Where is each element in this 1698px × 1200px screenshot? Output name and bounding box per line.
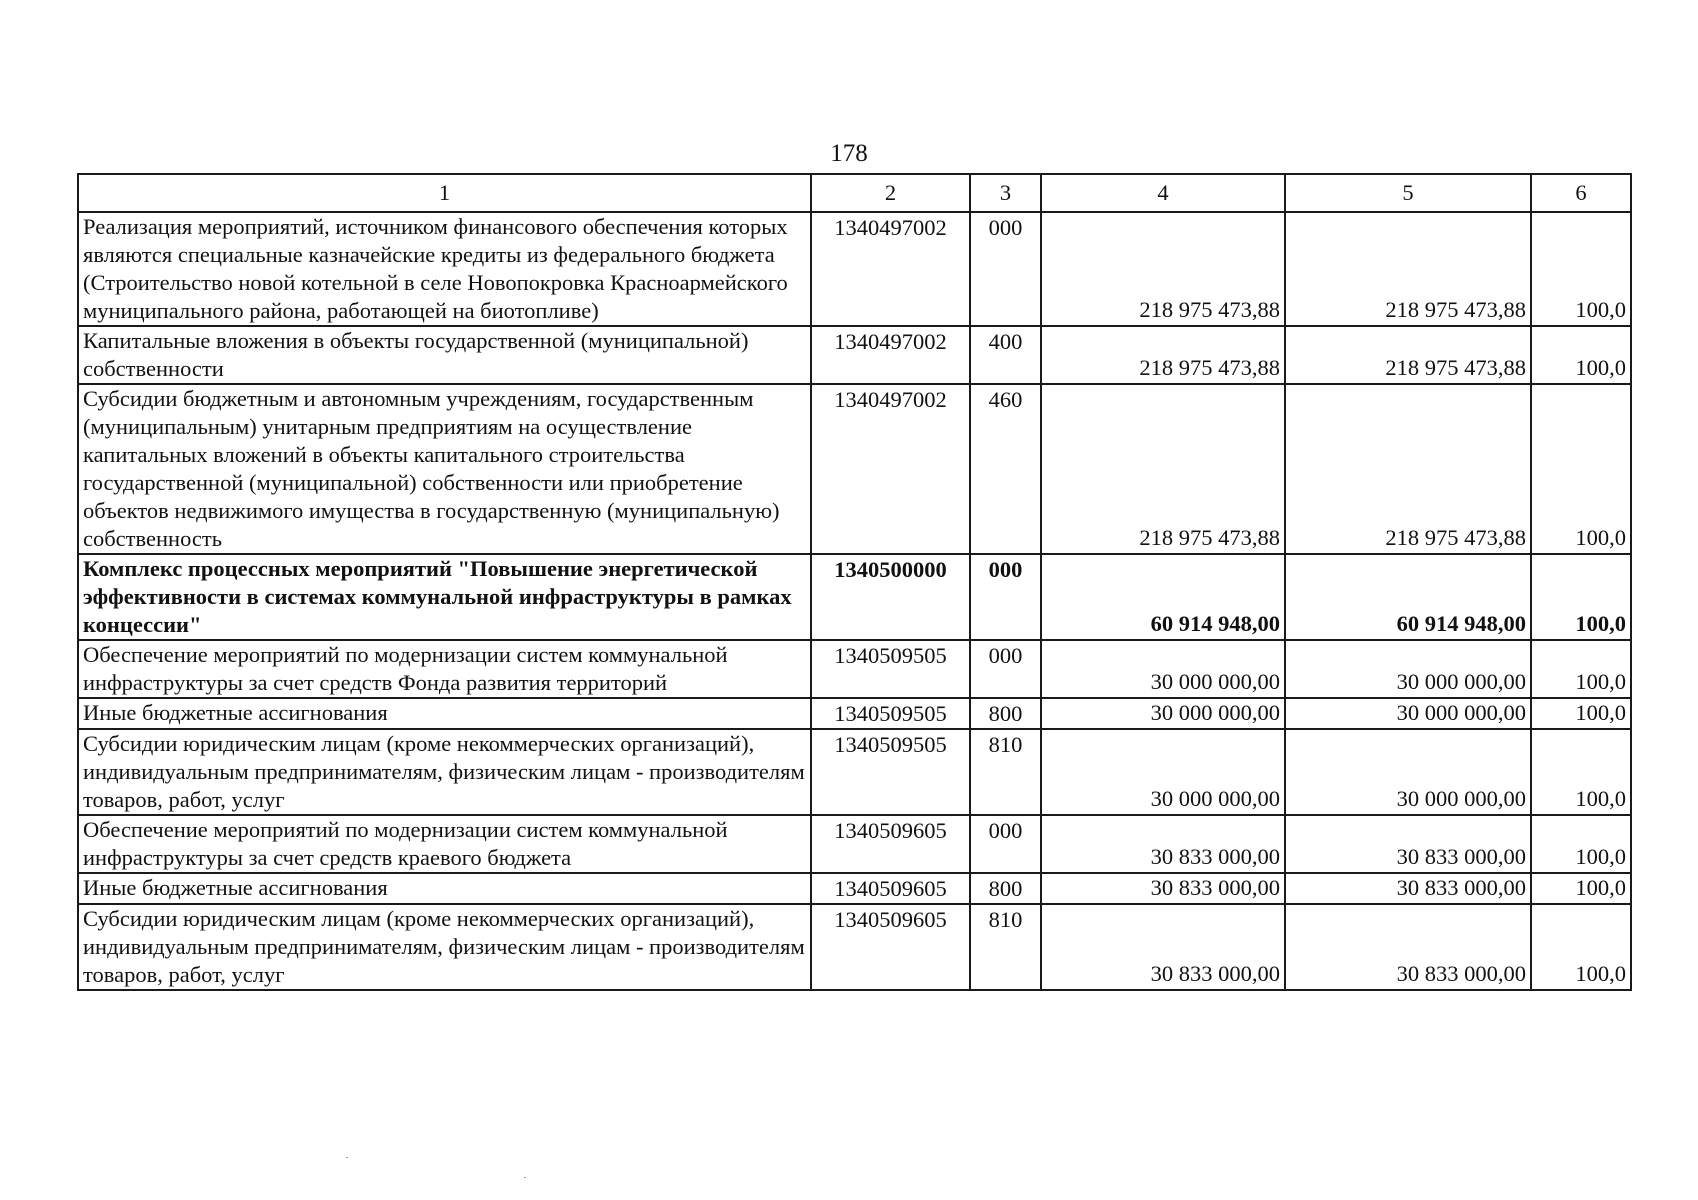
row-target-code: 1340509505	[811, 729, 970, 815]
row-percent: 100,0	[1531, 554, 1631, 640]
table-body	[78, 212, 1631, 990]
table-row	[78, 326, 1631, 384]
row-expense-type: 810	[970, 904, 1041, 990]
column-header-1: 1	[78, 174, 811, 212]
row-executed: 30 833 000,00	[1285, 904, 1531, 990]
row-planned: 30 833 000,00	[1041, 873, 1285, 904]
table-row-subtotal	[78, 554, 1631, 640]
row-expense-type: 000	[970, 640, 1041, 698]
row-executed: 218 975 473,88	[1285, 212, 1531, 326]
row-percent: 100,0	[1531, 212, 1631, 326]
row-description: Субсидии юридическим лицам (кроме некоммерческих организаций), индивидуальным предпринимателям, физическим лицам - производителям товаров, работ, услуг	[78, 904, 811, 990]
row-target-code: 1340500000	[811, 554, 970, 640]
row-planned: 218 975 473,88	[1041, 326, 1285, 384]
row-percent: 100,0	[1531, 384, 1631, 554]
row-percent: 100,0	[1531, 729, 1631, 815]
row-target-code: 1340509505	[811, 698, 970, 729]
column-header-3: 3	[970, 174, 1041, 212]
scan-speck	[346, 1157, 348, 1158]
row-percent: 100,0	[1531, 326, 1631, 384]
row-expense-type: 400	[970, 326, 1041, 384]
table-row	[78, 640, 1631, 698]
row-description: Капитальные вложения в объекты государственной (муниципальной) собственности	[78, 326, 811, 384]
row-planned: 218 975 473,88	[1041, 384, 1285, 554]
row-target-code: 1340509605	[811, 904, 970, 990]
row-planned: 60 914 948,00	[1041, 554, 1285, 640]
row-description: Субсидии юридическим лицам (кроме некоммерческих организаций), индивидуальным предпринимателям, физическим лицам - производителям товаров, работ, услуг	[78, 729, 811, 815]
row-target-code: 1340497002	[811, 326, 970, 384]
table-row	[78, 698, 1631, 729]
row-executed: 30 000 000,00	[1285, 640, 1531, 698]
table-header	[78, 174, 1631, 212]
table-row	[78, 729, 1631, 815]
table-row	[78, 815, 1631, 873]
row-expense-type: 800	[970, 873, 1041, 904]
row-description: Иные бюджетные ассигнования	[78, 698, 811, 729]
row-executed: 30 833 000,00	[1285, 873, 1531, 904]
page-number: 178	[830, 140, 868, 167]
row-percent: 100,0	[1531, 640, 1631, 698]
row-planned: 30 833 000,00	[1041, 815, 1285, 873]
row-percent: 100,0	[1531, 873, 1631, 904]
row-executed: 218 975 473,88	[1285, 326, 1531, 384]
row-executed: 30 000 000,00	[1285, 729, 1531, 815]
row-expense-type: 000	[970, 212, 1041, 326]
scan-speck	[524, 1177, 526, 1178]
row-target-code: 1340497002	[811, 212, 970, 326]
row-expense-type: 800	[970, 698, 1041, 729]
row-target-code: 1340497002	[811, 384, 970, 554]
row-percent: 100,0	[1531, 698, 1631, 729]
row-executed: 30 000 000,00	[1285, 698, 1531, 729]
row-executed: 218 975 473,88	[1285, 384, 1531, 554]
row-expense-type: 810	[970, 729, 1041, 815]
row-planned: 30 000 000,00	[1041, 698, 1285, 729]
row-expense-type: 000	[970, 554, 1041, 640]
row-executed: 30 833 000,00	[1285, 815, 1531, 873]
row-target-code: 1340509605	[811, 815, 970, 873]
row-expense-type: 460	[970, 384, 1041, 554]
row-description: Комплекс процессных мероприятий "Повышение энергетической эффективности в системах коммунальной инфраструктуры в рамках концессии"	[78, 554, 811, 640]
row-description: Субсидии бюджетным и автономным учреждениям, государственным (муниципальным) унитарным предприятиям на осуществление капитальных вложений в объекты капитального строительства государственной (муниципальной) собственности или приобретение объектов недвижимого имущества в государственную (муниципальную) собственность	[78, 384, 811, 554]
table-row	[78, 904, 1631, 990]
column-header-2: 2	[811, 174, 970, 212]
row-planned: 30 000 000,00	[1041, 729, 1285, 815]
column-header-5: 5	[1285, 174, 1531, 212]
column-header-6: 6	[1531, 174, 1631, 212]
table-row	[78, 212, 1631, 326]
row-planned: 30 000 000,00	[1041, 640, 1285, 698]
row-percent: 100,0	[1531, 815, 1631, 873]
row-target-code: 1340509605	[811, 873, 970, 904]
row-description: Обеспечение мероприятий по модернизации систем коммунальной инфраструктуры за счет средств краевого бюджета	[78, 815, 811, 873]
column-header-4: 4	[1041, 174, 1285, 212]
row-percent: 100,0	[1531, 904, 1631, 990]
table-row	[78, 873, 1631, 904]
table-row	[78, 384, 1631, 554]
row-description: Обеспечение мероприятий по модернизации систем коммунальной инфраструктуры за счет средств Фонда развития территорий	[78, 640, 811, 698]
header-row	[78, 174, 1631, 212]
budget-table	[77, 173, 1632, 991]
row-description: Иные бюджетные ассигнования	[78, 873, 811, 904]
row-planned: 218 975 473,88	[1041, 212, 1285, 326]
row-planned: 30 833 000,00	[1041, 904, 1285, 990]
row-expense-type: 000	[970, 815, 1041, 873]
row-target-code: 1340509505	[811, 640, 970, 698]
row-executed: 60 914 948,00	[1285, 554, 1531, 640]
row-description: Реализация мероприятий, источником финансового обеспечения которых являются специальные казначейские кредиты из федерального бюджета (Строительство новой котельной в селе Новопокровка Красноармейского муниципального района, работающей на биотопливе)	[78, 212, 811, 326]
